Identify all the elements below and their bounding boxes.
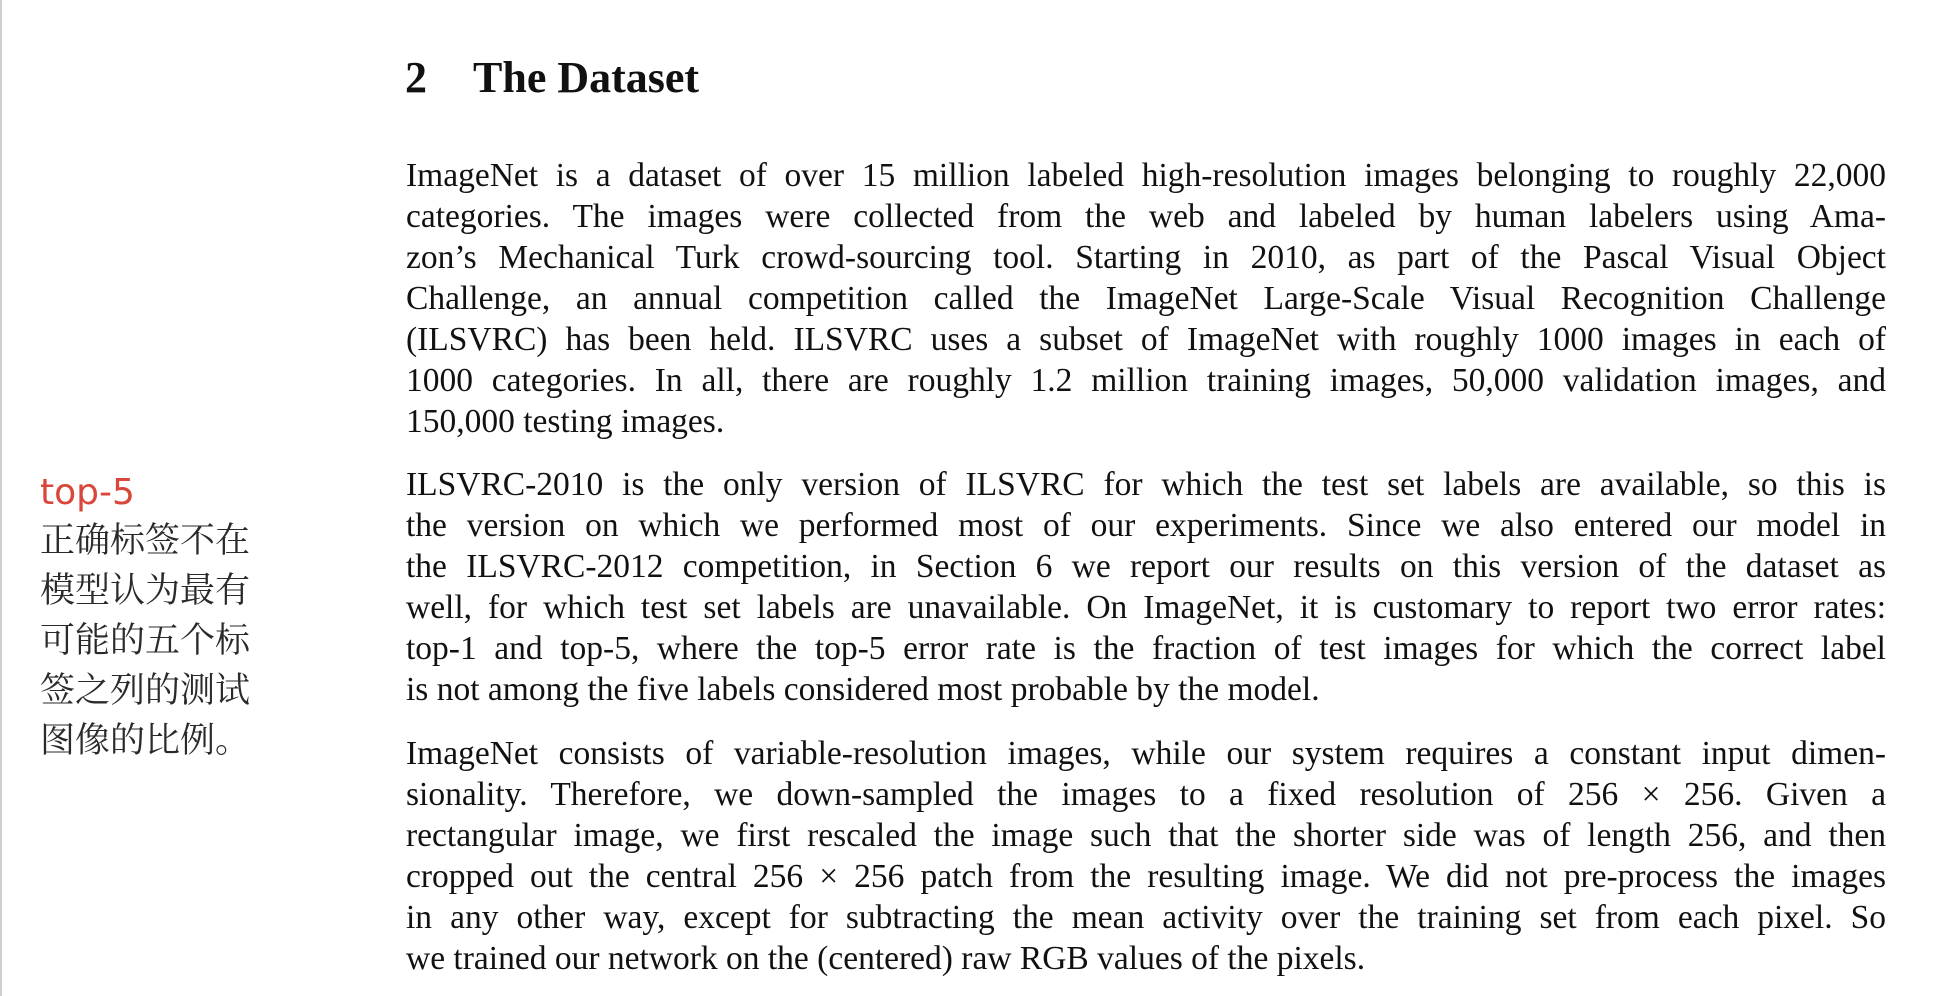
paragraph-2 bbox=[406, 464, 1886, 710]
paragraph-3 bbox=[406, 733, 1886, 979]
text-line: categories. The images were collected from the web and labeled by human labelers using Ama- bbox=[406, 198, 1886, 235]
annotation-line: 可能的五个标 bbox=[40, 621, 251, 661]
text-line: the ILSVRC-2012 competition, in Section 6 we report our results on this version of the dataset as bbox=[406, 548, 1886, 585]
section-title: The Dataset bbox=[473, 53, 700, 102]
text-line: 150,000 testing images. bbox=[406, 403, 725, 440]
text-line: (ILSVRC) has been held. ILSVRC uses a subset of ImageNet with roughly 1000 images in each of bbox=[406, 321, 1886, 358]
text-line: in any other way, except for subtracting the mean activity over the training set from each pixel. So bbox=[406, 899, 1886, 936]
text-line: the version on which we performed most of our experiments. Since we also entered our model in bbox=[406, 507, 1886, 544]
annotation-term: top-5 bbox=[40, 472, 135, 513]
section-heading bbox=[405, 52, 699, 104]
text-line: Challenge, an annual competition called the ImageNet Large-Scale Visual Recognition Challenge bbox=[406, 280, 1886, 317]
section-number: 2 bbox=[405, 53, 427, 102]
text-line: sionality. Therefore, we down-sampled the images to a fixed resolution of 256 × 256. Given a bbox=[406, 776, 1886, 813]
text-line: 1000 categories. In all, there are roughly 1.2 million training images, 50,000 validation images, and bbox=[406, 362, 1886, 399]
text-line: ILSVRC-2010 is the only version of ILSVRC for which the test set labels are available, so this is bbox=[406, 466, 1886, 503]
text-line: zon’s Mechanical Turk crowd-sourcing tool. Starting in 2010, as part of the Pascal Visual Object bbox=[406, 239, 1886, 276]
margin-annotation bbox=[40, 470, 300, 766]
annotation-text bbox=[40, 516, 300, 766]
text-line: ImageNet is a dataset of over 15 million labeled high-resolution images belonging to roughly 22,000 bbox=[406, 157, 1886, 194]
text-line: well, for which test set labels are unavailable. On ImageNet, it is customary to report two error rates: bbox=[406, 589, 1886, 626]
text-line: rectangular image, we first rescaled the image such that the shorter side was of length 256, and then bbox=[406, 817, 1886, 854]
annotation-line: 正确标签不在 bbox=[40, 521, 251, 561]
annotation-line: 模型认为最有 bbox=[40, 571, 251, 611]
text-line: ImageNet consists of variable-resolution images, while our system requires a constant input dimen- bbox=[406, 735, 1886, 772]
text-line: we trained our network on the (centered) raw RGB values of the pixels. bbox=[406, 940, 1366, 977]
annotation-line: 图像的比例。 bbox=[40, 721, 251, 761]
text-line: cropped out the central 256 × 256 patch from the resulting image. We did not pre-process the images bbox=[406, 858, 1886, 895]
text-line: top-1 and top-5, where the top-5 error rate is the fraction of test images for which the correct label bbox=[406, 630, 1886, 667]
paragraph-1 bbox=[406, 155, 1886, 442]
annotation-line: 签之列的测试 bbox=[40, 671, 251, 711]
text-line: is not among the five labels considered most probable by the model. bbox=[406, 671, 1320, 708]
